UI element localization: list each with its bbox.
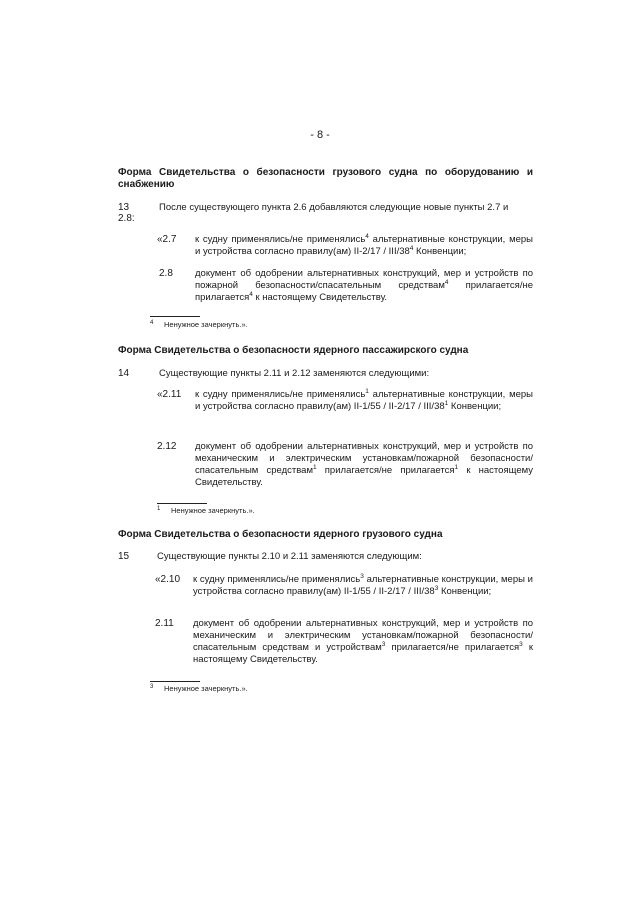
section1-subitem2-text: документ об одобрении альтернативных конструкций, мер и устройств по пожарной безопасности/спасательным средствам$^4$ прилагается/не прилагается$^4$ к настоящему Свидетельству. (195, 268, 533, 303)
footnote-separator (150, 681, 200, 682)
section3-footnote: 3 Ненужное зачеркнуть.». (150, 683, 248, 693)
section1-subitem1-text: к судну применялись/не применялись$^4$ альтернативные конструкции, меры и устройства согласно правилу(ам) II-2/17 / III/$38^4$ Конвенции; (195, 232, 534, 257)
footnote-ref: 1 (365, 387, 369, 395)
footnote-ref: 4 (365, 232, 369, 240)
section2-item-number: 14 (118, 368, 130, 379)
section2-subitem1-number: «2.11 (157, 389, 182, 400)
footnote-ref: 4 (249, 290, 253, 298)
footnote-ref: 1 (454, 463, 459, 471)
footnote-ref: 3 (360, 572, 364, 580)
section1-item-number-continuation: 2.8: (118, 213, 135, 224)
section1-item-number: 13 (118, 202, 130, 213)
footnote-separator (157, 503, 207, 504)
footnote-ref: 3 (381, 640, 386, 648)
footnote-ref: 3 (434, 584, 439, 592)
section3-subitem1-number: «2.10 (155, 574, 181, 585)
section1-subitem1-number: «2.7 (157, 234, 177, 245)
footnote-ref: 1 (444, 399, 449, 407)
footnote-ref: 4 (409, 244, 414, 252)
section2-subitem2-number: 2.12 (157, 441, 177, 452)
section1-intro: После существующего пункта 2.6 добавляются следующие новые пункты 2.7 и (159, 202, 509, 213)
section3-subitem2-number: 2.11 (155, 618, 174, 629)
footnote-ref: 4 (444, 278, 449, 286)
section2-heading: Форма Свидетельства о безопасности ядерного пассажирского судна (118, 345, 469, 356)
page-number: - 8 - (310, 129, 330, 141)
section3-intro: Существующие пункты 2.10 и 2.11 заменяются следующим: (157, 551, 422, 562)
section2-subitem1-text: к судну применялись/не применялись$^1$ альтернативные конструкции, меры и устройства согласно правилу(ам) II-1/55 / II-2/17 / III/$38^1$ Конвенции; (195, 387, 534, 412)
section1-footnote: 4 Ненужное зачеркнуть.». (150, 319, 248, 329)
section3-heading: Форма Свидетельства о безопасности ядерного грузового судна (118, 529, 443, 540)
section2-footnote: 1 Ненужное зачеркнуть.». (157, 505, 255, 515)
section2-intro: Существующие пункты 2.11 и 2.12 заменяются следующими: (159, 368, 430, 379)
section1-heading: Форма Свидетельства о безопасности грузового судна по оборудованию и снабжению (118, 167, 533, 190)
footnote-separator (150, 316, 200, 317)
section1-subitem2-number: 2.8 (159, 268, 173, 279)
section3-subitem2-text: документ об одобрении альтернативных конструкций, мер и устройств по механическим и электрическим установкам/пожарной безопасности/ спасательным средствам и устройствам$^3$ прилагается/не прилагается$^3$ к настоящему Свидетельству. (193, 618, 533, 665)
section3-subitem1-text: к судну применялись/не применялись$^3$ альтернативные конструкции, меры и устройства согласно правилу(ам) II-1/55 / II-2/17 / III/$38^3$ Конвенции; (193, 572, 533, 597)
footnote-ref: 3 (519, 640, 523, 648)
footnote-ref: 1 (313, 463, 317, 471)
section2-subitem2-text: документ об одобрении альтернативных конструкций, мер и устройств по механическим и электрическим установкам/пожарной безопасности/ спасательным средствам$^1$ прилагается/не прилагается$^1$ к настоящему Свидетельству. (195, 441, 533, 488)
section3-item-number: 15 (118, 551, 130, 562)
